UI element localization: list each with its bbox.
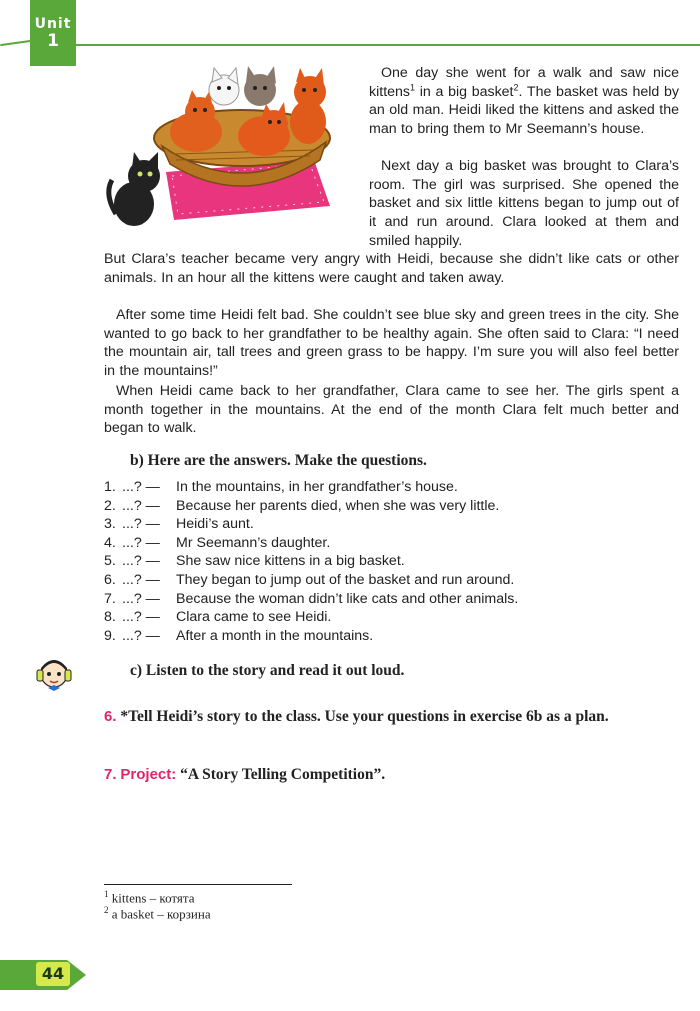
kittens-basket-illustration	[104, 64, 358, 234]
exercise-7	[104, 766, 385, 784]
list-item: 6. ...? — They began to jump out of the basket and run around.	[104, 571, 515, 588]
exercise-6	[104, 707, 680, 727]
unit-label: Unit	[34, 16, 72, 32]
story-paragraph-1: One day she went for a walk and saw nice kittens$^1$ in a big basket$^2$. The basket was held by an old man. Heidi liked the kittens and asked the man to bring them to Mr Seemann’s house.	[369, 65, 679, 138]
list-item: 9. ...? — After a month in the mountains.	[104, 627, 374, 644]
list-item: 2. ...? — Because her parents died, when she was very little.	[104, 497, 500, 514]
list-item: 5. ...? — She saw nice kittens in a big basket.	[104, 553, 405, 570]
list-item: 8. ...? — Clara came to see Heidi.	[104, 609, 332, 626]
footnote-1: $^1$ kittens – котята	[104, 889, 195, 906]
exercise-7-text: “A Story Telling Competition”.	[180, 766, 386, 783]
list-item: 3. ...? — Heidi’s aunt.	[104, 516, 254, 533]
list-item: 7. ...? — Because the woman didn’t like cats and other animals.	[104, 590, 519, 607]
task-c-heading: c) Listen to the story and read it out loud.	[130, 662, 405, 679]
task-b-heading: b) Here are the answers. Make the questions.	[130, 452, 427, 469]
story-paragraph-4: When Heidi came back to her grandfather, Clara came to see her. The girls spent a month together in the mountains. At the end of the month Clara felt much better and began to walk.	[104, 383, 679, 437]
story-paragraph-2: Next day a big basket was brought to Clara’s room. The girl was surprised. She opened the basket and six little kittens began to jump out of it and run around. Clara looked at them and smiled happily.	[369, 158, 679, 249]
unit-number: 1	[47, 31, 59, 51]
question-list	[104, 478, 604, 645]
project-label: Project:	[120, 766, 177, 783]
footnote-ref-2: 2	[513, 81, 519, 92]
exercise-7-number: 7.	[104, 766, 117, 783]
list-item: 1. ...? — In the mountains, in her grandfather’s house.	[104, 479, 458, 495]
footnote-ref-1: 1	[410, 81, 416, 92]
footnote-2: $^2$ a basket – корзина	[104, 905, 211, 922]
list-item: 4. ...? — Mr Seemann’s daughter.	[104, 534, 331, 551]
unit-tab	[30, 0, 76, 66]
exercise-6-text: *Tell Heidi’s story to the class. Use your questions in exercise 6b as a plan.	[120, 708, 609, 725]
story-paragraph-3: After some time Heidi felt bad. She couldn’t see blue sky and green trees in the city. She wanted to go back to her grandfather to be healthy again. She often said to Clara: “I need the mountain air, tall trees and green grass to be happy. I’m sure you will also feel better in the mountains!”	[104, 307, 679, 380]
page-number: 44	[36, 962, 70, 986]
header-rule-left	[0, 40, 30, 46]
story-paragraph-2-continued: But Clara’s teacher became very angry with Heidi, because she didn’t like cats or other animals. In an hour all the kittens were caught and taken away.	[104, 251, 679, 286]
footnote-rule	[104, 884, 292, 885]
headphones-icon	[36, 654, 72, 692]
exercise-6-number: 6.	[104, 708, 117, 725]
header-rule	[76, 44, 700, 46]
